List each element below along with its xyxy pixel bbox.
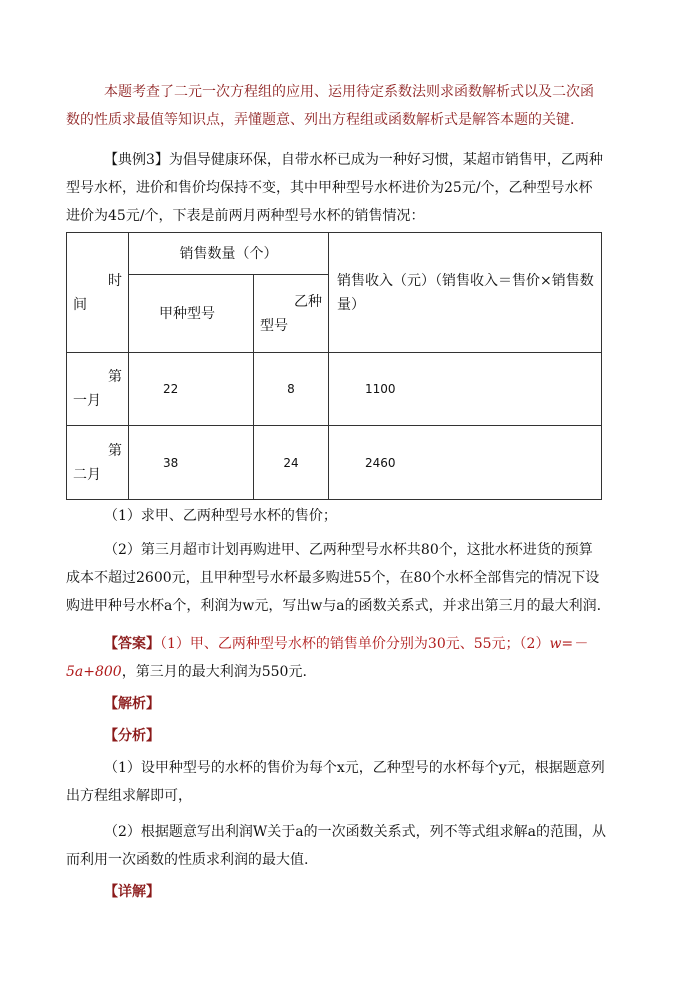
example-label: 【典例3】 <box>104 152 169 168</box>
question-1-text: （1）求甲、乙两种型号水杯的售价； <box>104 508 337 524</box>
row1-jia-cell: 22 <box>129 353 254 426</box>
detail-heading <box>66 878 606 906</box>
header-yi-top: 乙种 <box>294 293 322 310</box>
table-row <box>67 426 602 500</box>
answer-label: 【答案】 <box>104 636 160 652</box>
header-revenue-cell: 销售收入（元）（销售收入＝售价×销售数量） <box>329 233 602 353</box>
detail-label: 【详解】 <box>104 884 160 900</box>
example-text: 为倡导健康环保，自带水杯已成为一种好习惯，某超市销售甲，乙两种型号水杯，进价和售价均保持不变，其中甲种型号水杯进价为25元/个，乙种型号水杯进价为45元/个，下表是前两月两种型号水杯的销售情况： <box>66 152 603 224</box>
row2-time-cell <box>67 426 129 500</box>
fenxi-label: 【分析】 <box>104 728 160 744</box>
row2-time-top: 第 <box>108 442 122 459</box>
answer-paragraph <box>66 630 606 686</box>
question-2 <box>66 536 606 620</box>
row1-time-top: 第 <box>108 369 122 385</box>
row1-yi-cell: 8 <box>254 353 329 426</box>
row1-time-bottom: 一月 <box>73 393 101 409</box>
table-row <box>67 353 602 426</box>
header-time-top: 时 <box>108 272 122 289</box>
row2-revenue-cell: 2460 <box>329 426 602 500</box>
fenxi-heading <box>66 722 606 750</box>
header-yi-cell <box>254 275 329 353</box>
answer-formula: w=－5a+800 <box>66 636 588 680</box>
row1-time-cell <box>67 353 129 426</box>
row2-time-bottom: 二月 <box>73 466 101 483</box>
question-2-text: （2）第三月超市计划再购进甲、乙两种型号水杯共80个，这批水杯进货的预算成本不超过2600元，且甲种型号水杯最多购进55个，在80个水杯全部售完的情况下设购进甲种号水杯a个，利润为w元，写出w与a的函数关系式，并求出第三月的最大利润. <box>66 542 602 614</box>
answer-part2: ，第三月的最大利润为550元. <box>121 664 307 680</box>
fenxi-point-1 <box>66 754 606 810</box>
analysis-label: 【解析】 <box>104 696 160 712</box>
row1-revenue-cell: 1100 <box>329 353 602 426</box>
fenxi-point-2-text: （2）根据题意写出利润W关于a的一次函数关系式，列不等式组求解a的范围，从而利用一次函数的性质求利润的最大值. <box>66 824 606 868</box>
row2-yi-cell: 24 <box>254 426 329 500</box>
question-1 <box>66 502 606 530</box>
header-qty-cell: 销售数量（个） <box>129 233 329 275</box>
example-paragraph <box>66 146 606 230</box>
intro-paragraph <box>66 78 606 134</box>
header-yi-bottom: 型号 <box>260 317 288 334</box>
sales-table <box>66 232 602 500</box>
header-time-cell <box>67 233 129 353</box>
header-time-bottom: 间 <box>73 296 87 313</box>
fenxi-point-2 <box>66 818 606 874</box>
row2-jia-cell: 38 <box>129 426 254 500</box>
analysis-heading <box>66 690 606 718</box>
answer-part1: （1）甲、乙两种型号水杯的销售单价分别为30元、55元；（2） <box>160 636 550 652</box>
fenxi-point-1-text: （1）设甲种型号的水杯的售价为每个x元，乙种型号的水杯每个y元，根据题意列出方程组求解即可， <box>66 760 605 804</box>
intro-text: 本题考查了二元一次方程组的应用、运用待定系数法则求函数解析式以及二次函数的性质求最值等知识点，弄懂题意、列出方程组或函数解析式是解答本题的关键. <box>66 84 594 128</box>
header-jia-cell: 甲种型号 <box>129 275 254 353</box>
